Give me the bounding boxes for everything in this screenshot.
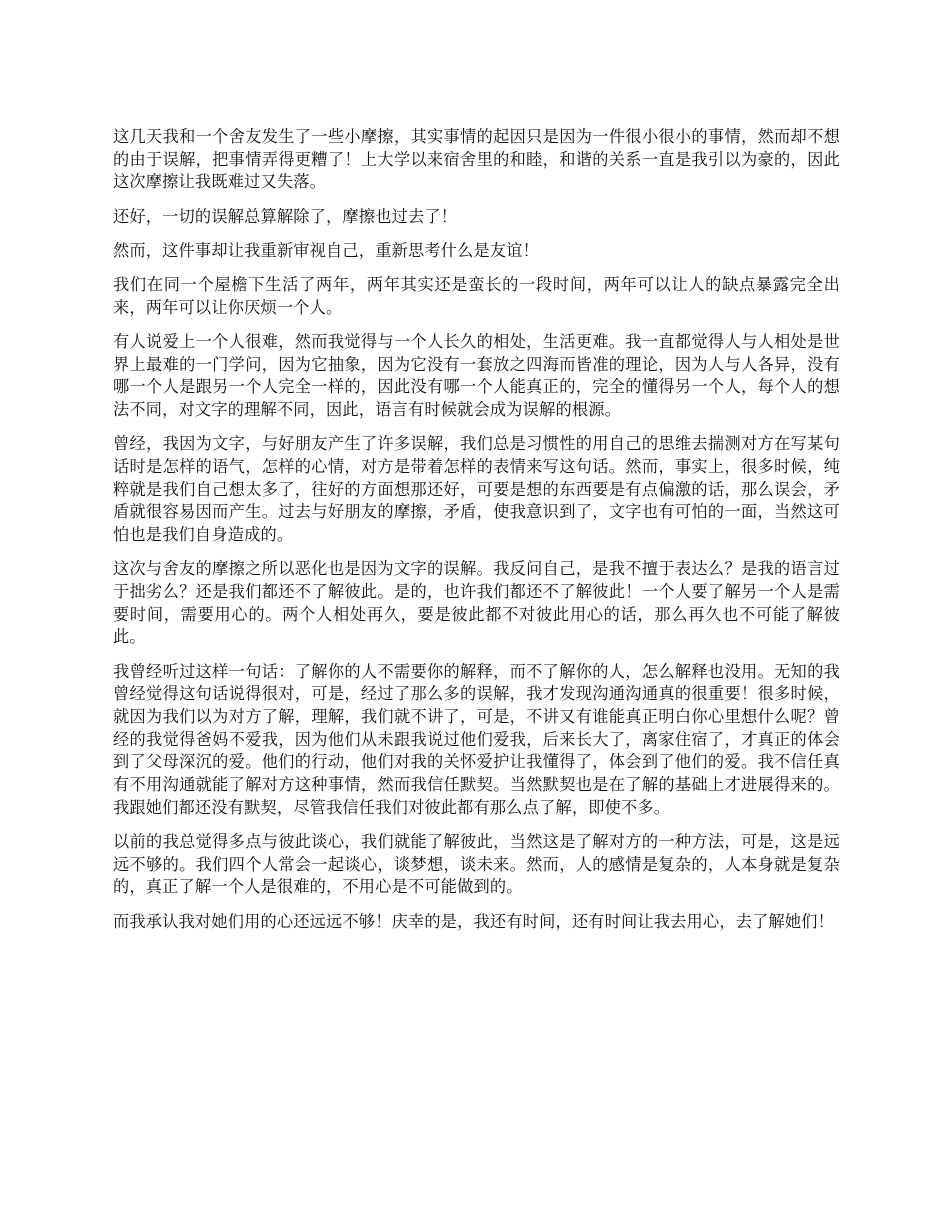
paragraph: 我曾经听过这样一句话：了解你的人不需要你的解释，而不了解你的人，怎么解释也没用。无知的我曾经觉得这句话说得很对，可是，经过了那么多的误解，我才发现沟通沟通真的很重要！很多时候，就因为我们以为对方了解，理解，我们就不讲了，可是，不讲又有谁能真正明白你心里想什么呢？曾经的我觉得爸妈不爱我，因为他们从未跟我说过他们爱我，后来长大了，离家住宿了，才真正的体会到了父母深沉的爱。他们的行动，他们对我的关怀爱护让我懂得了，体会到了他们的爱。我不信任真有不用沟通就能了解对方这种事情，然而我信任默契。当然默契也是在了解的基础上才进展得来的。我跟她们都还没有默契，尽管我信任我们对彼此都有那么点了解，即使不多。 [113, 661, 840, 817]
paragraph: 而我承认我对她们用的心还远远不够！庆幸的是，我还有时间，还有时间让我去用心，去了解她们！ [113, 911, 835, 931]
paragraph: 然而，这件事却让我重新审视自己，重新思考什么是友谊！ [113, 240, 540, 260]
paragraph: 曾经，我因为文字，与好朋友产生了许多误解，我们总是习惯性的用自己的思维去揣测对方在写某句话时是怎样的语气，怎样的心情，对方是带着怎样的表情来写这句话。然而，事实上，很多时候，纯粹就是我们自己想太多了，往好的方面想那还好，可要是想的东西要是有点偏激的话，那么误会，矛盾就很容易因而产生。过去与好朋友的摩擦，矛盾，使我意识到了，文字也有可怕的一面，当然这可怕也是我们自身造成的。 [113, 434, 840, 545]
paragraph: 我们在同一个屋檐下生活了两年，两年其实还是蛮长的一段时间，两年可以让人的缺点暴露完全出来，两年可以让你厌烦一个人。 [113, 275, 840, 317]
paragraph: 这几天我和一个舍友发生了一些小摩擦，其实事情的起因只是因为一件很小很小的事情，然而却不想的由于误解，把事情弄得更糟了！上大学以来宿舍里的和睦，和谐的关系一直是我引以为豪的，因此这次摩擦让我既难过又失落。 [113, 127, 840, 192]
paragraph: 有人说爱上一个人很难，然而我觉得与一个人长久的相处，生活更难。我一直都觉得人与人相处是世界上最难的一门学问，因为它抽象，因为它没有一套放之四海而皆准的理论，因为人与人各异，没有哪一个人是跟另一个人完全一样的，因此没有哪一个人能真正的，完全的懂得另一个人，每个人的想法不同，对文字的理解不同，因此，语言有时候就会成为误解的根源。 [113, 331, 840, 420]
paragraph: 以前的我总觉得多点与彼此谈心，我们就能了解彼此，当然这是了解对方的一种方法，可是，这是远远不够的。我们四个人常会一起谈心，谈梦想，谈未来。然而，人的感情是复杂的，人本身就是复杂的，真正了解一个人是很难的，不用心是不可能做到的。 [113, 831, 840, 897]
document-body [113, 126, 840, 945]
paragraph: 还好，一切的误解总算解除了，摩擦也过去了！ [113, 206, 458, 226]
paragraph: 这次与舍友的摩擦之所以恶化也是因为文字的误解。我反问自己，是我不擅于表达么？是我的语言过于拙劣么？还是我们都还不了解彼此。是的，也许我们都还不了解彼此！一个人要了解另一个人是需要时间，需要用心的。两个人相处再久，要是彼此都不对彼此用心的话，那么再久也不可能了解彼此。 [113, 559, 840, 647]
